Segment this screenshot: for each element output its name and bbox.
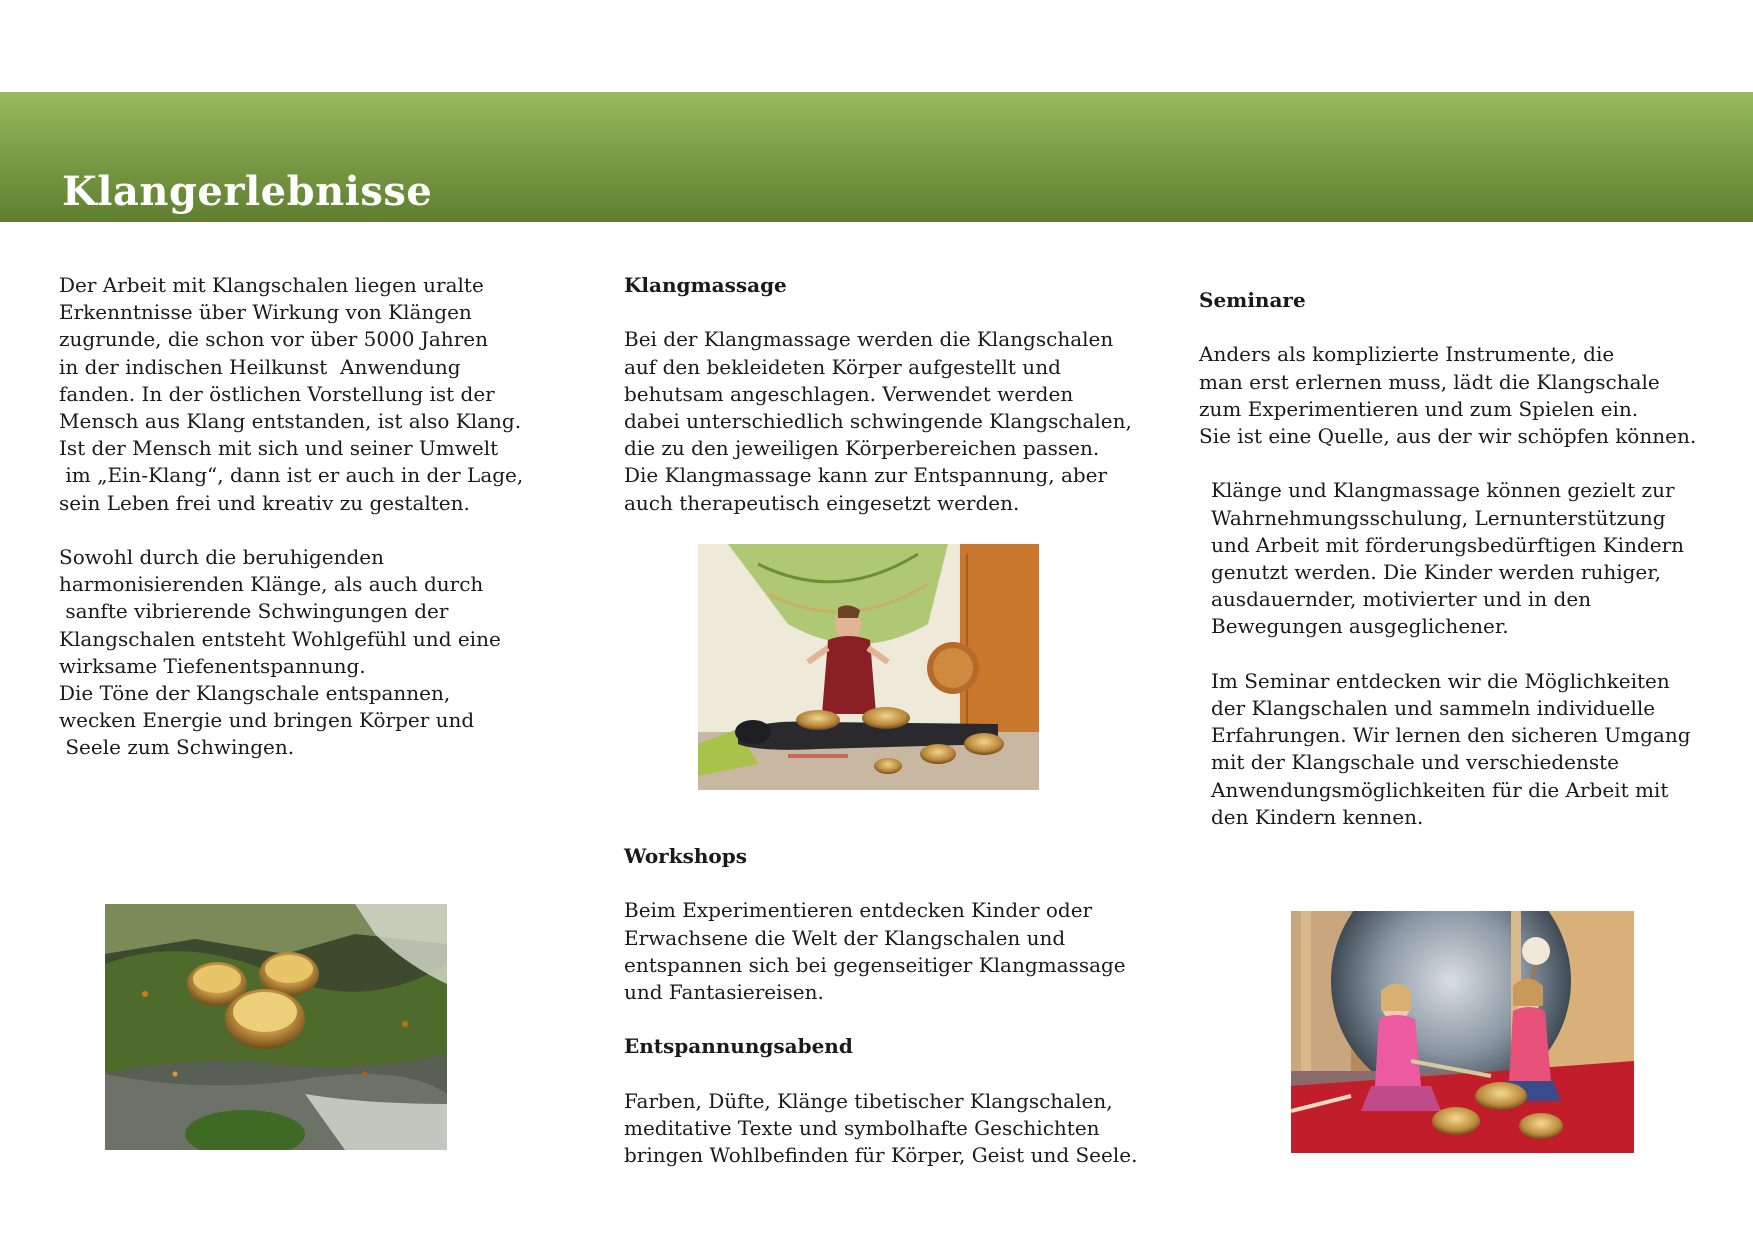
klangmassage-text: Bei der Klangmassage werden die Klangschalen auf den bekleideten Körper aufgestellt und behutsam angeschlagen. Verwendet werden dabei unterschiedlich schwingende Klangschalen, die zu den jeweiligen Körperbereichen passen. Die Klangmassage kann zur Entspannung, aber auch therapeutisch eingesetzt werden. (624, 327, 1132, 515)
seminare-intro-text: Anders als komplizierte Instrumente, die man erst erlernen muss, lädt die Klangschale zum Experimentieren und zum Spielen ein. Sie ist eine Quelle, aus der wir schöpfen können. (1199, 342, 1697, 448)
middle-column-bottom (624, 843, 1137, 1169)
page-title: Klangerlebnisse (62, 168, 433, 215)
children-with-bowls-photo (1291, 911, 1634, 1153)
seminare-benefits-text: Klänge und Klangmassage können gezielt zur Wahrnehmungsschulung, Lernunterstützung und Arbeit mit förderungsbedürftigen Kindern genutzt werden. Die Kinder werden ruhiger, ausdauernder, motivierter und in den Bewegungen ausgeglichener. (1211, 478, 1685, 639)
entspannungsabend-text: Farben, Düfte, Klänge tibetischer Klangschalen, meditative Texte und symbolhafte Geschichten bringen Wohlbefinden für Körper, Geist und Seele. (624, 1088, 1138, 1168)
klangmassage-heading: Klangmassage (624, 273, 787, 297)
seminare-content-text: Im Seminar entdecken wir die Möglichkeiten der Klangschalen und sammeln individuelle Erfahrungen. Wir lernen den sicheren Umgang mit der Klangschale und verschiedenste Anwendungsmöglichkeiten für die Arbeit mit den Kindern kennen. (1211, 668, 1691, 829)
intro-paragraph: Der Arbeit mit Klangschalen liegen uralte Erkenntnisse über Wirkung von Klängen zugrunde, die schon vor über 5000 Jahren in der indischen Heilkunst Anwendung fanden. In der östlichen Vorstellung ist der Mensch aus Klang entstanden, ist also Klang. Ist der Mensch mit sich und seiner Umwelt im „Ein-Klang“, dann ist er auch in der Lage, sein Leben frei und kreativ zu gestalten. (59, 273, 524, 515)
effects-paragraph: Sowohl durch die beruhigenden harmonisierenden Klänge, als auch durch sanfte vibrierende Schwingungen der Klangschalen entsteht Wohlgefühl und eine wirksame Tiefenentspannung. Die Töne der Klangschale entspannen, wecken Energie und bringen Körper und Seele zum Schwingen. (59, 545, 501, 760)
klangmassage-photo (698, 544, 1039, 790)
entspannungsabend-heading: Entspannungsabend (624, 1034, 853, 1059)
right-column (1199, 287, 1696, 831)
workshops-text: Beim Experimentieren entdecken Kinder oder Erwachsene die Welt der Klangschalen und entspannen sich bei gegenseitiger Klangmassage und Fantasiereisen. (624, 898, 1126, 1004)
left-column (59, 272, 523, 762)
middle-column-top (624, 272, 1132, 517)
seminare-heading: Seminare (1199, 288, 1306, 312)
bowls-on-rock-photo (105, 904, 447, 1150)
workshops-heading: Workshops (624, 844, 747, 868)
